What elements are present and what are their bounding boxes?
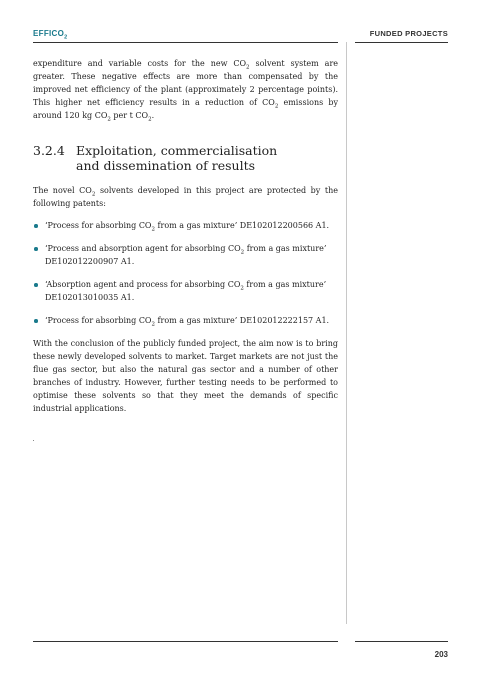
header-project-name: $EFFICO_2$ [33,29,68,41]
section-heading [33,143,338,173]
bullet-dot-icon [34,247,38,251]
bullet-dot-icon [34,224,38,228]
page-number: 203 [434,650,448,659]
bullet-dot-icon [34,319,38,323]
footer-rule-right [355,641,448,642]
main-column [33,57,338,415]
section-number: 3.2.4 [33,143,65,158]
stray-mark [33,440,34,441]
patent-list [33,219,338,327]
patent-intro-paragraph: The novel $CO_2$ solvents developed in this project are protected by the following patents: [33,186,338,208]
column-divider [346,42,347,624]
header-rule-right [355,42,448,43]
intro-paragraph: expenditure and variable costs for the new $CO_2$ solvent system are greater. These negative effects are more than compensated by the improved net efficiency of the plant (approximately 2 percentage points). This higher net efficiency results in a reduction of $CO_2$ emissions by around 120 kg $CO_2$ per t $CO_2$. [33,59,339,123]
footer-rule-left [33,641,338,642]
list-item: ‘Absorption agent and process for absorbing $CO_2$ from a gas mixture’ DE102013010035 A1. [33,278,338,304]
header-section-name: FUNDED PROJECTS [369,29,448,38]
conclusion-paragraph: With the conclusion of the publicly funded project, the aim now is to bring these newly developed solvents to market. Target markets are not just the flue gas sector, but also the natural gas sector and a number of other branches of industry. However, further testing needs to be performed to optimise these solvents so that they meet the demands of specific industrial applications. [33,339,338,413]
bullet-dot-icon [34,283,38,287]
list-item: ‘Process for absorbing $CO_2$ from a gas mixture’ DE102012222157 A1. [33,314,338,327]
section-title: Exploitation, commercialisation and dissemination of results [76,143,278,173]
list-item: ‘Process for absorbing $CO_2$ from a gas mixture’ DE102012200566 A1. [33,219,338,232]
header-rule-left [33,42,338,43]
list-item: ‘Process and absorption agent for absorbing $CO_2$ from a gas mixture’ DE102012200907 A1. [33,242,338,268]
